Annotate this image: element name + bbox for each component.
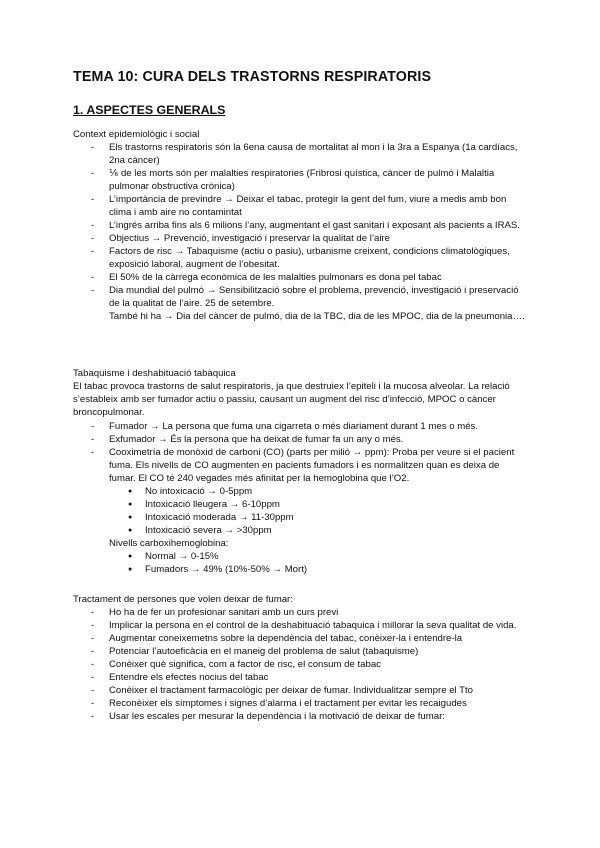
list-item: - Factors de risc → Tabaquisme (actiu o pasiu), urbanisme creixent, condicions climatològiques, exposició laboral, augment de l’obesitat. (73, 245, 528, 271)
list-item: - Entendre els efectes nocius del tabac (73, 671, 528, 684)
co-levels-container (73, 485, 528, 576)
tabaquisme-intro: El tabac provoca trastorns de salut respiratoris, ja que destruiex l’epiteli i la mucosa alveolar. La relació s’estableix amb ser fumador actiu o passiu, causant un augment del risc d’infecció, MPOC o càncer broncopulmonar. (73, 381, 510, 418)
list-item: - Potenciar l’autoeficàcia en el maneig del problema de salut (tabaquisme) (73, 645, 528, 658)
bullet-item: ● Fumadors → 49% (10%-50% → Mort) (109, 563, 528, 576)
list-item: - Exfumador → És la persona que ha deixat de fumar fa un any o més. (73, 433, 528, 446)
bullet-item: ● Intoxicació severa → >30ppm (109, 524, 528, 537)
list-item: - Els trastorns respiratoris són la 6ena causa de mortalitat al mon i la 3ra a Espanya (1a cardíacs, 2na càncer) (73, 141, 528, 167)
tractament-label: Tractament de persones que volen deixar de fumar: (73, 594, 293, 605)
list-item: - El 50% de la càrrega econòmica de les malalties pulmonars es dona pel tabac (73, 271, 528, 284)
context-list (73, 141, 528, 323)
list-item: - Augmentar coneixemetns sobre la dependència del tabac, conèixer-la i entendre-la (73, 632, 528, 645)
list-item: - ⅙ de les morts són per malalties respiratories (Fribrosi quística, càncer de pulmó i Malaltia pulmonar obstructiva crònica) (73, 167, 528, 193)
list-item: - Implicar la persona en el control de la deshabituació tabaquica i millorar la seva qualitat de vida. (73, 619, 528, 632)
list-item: - Usar les escales per mesurar la dependència i la motivació de deixar de fumar: (73, 710, 528, 723)
section-heading: 1. ASPECTES GENERALS (73, 103, 226, 117)
co-levels-list (73, 485, 528, 537)
list-item: - Reconèixer els símptomes i signes d’alarma i el tractament per evitar les recaigudes (73, 697, 528, 710)
bullet-item: ● Intoxicació lleugera → 6-10ppm (109, 498, 528, 511)
tabaquisme-label: Tabaquisme i deshabituació tabàquica (73, 368, 236, 379)
list-item: - Cooximetría de monòxid de carboni (CO) (parts per milió → ppm): Proba per veure si el pacient fuma. Els nivells de CO augmenten en pacients fumadors i es normalitzen quan es deixa de fumar. El CO té 240 vegades més afinitat per la hemoglobina que l’O2. (73, 446, 528, 485)
tabaquisme-list (73, 420, 528, 576)
bullet-item: ● No intoxicació → 0-5ppm (109, 485, 528, 498)
extra-text: També hi ha → Dia del càncer de pulmó, dia de la TBC, dia de les MPOC, dia de la pneumonia…. (109, 311, 525, 322)
list-item: - Ho ha de fer un profesionar sanitari amb un curs previ (73, 606, 528, 619)
list-item: - L’ingrés arriba fins als 6 milions l’any, augmentant el gast sanitari i exposant als pacients a IRAS. (73, 219, 528, 232)
document-title: TEMA 10: CURA DELS TRASTORNS RESPIRATORIS (73, 69, 432, 85)
carboxi-label: Nivells carboxihemoglobina: (109, 538, 229, 549)
bullet-item: ● Intoxicació moderada → 11-30ppm (109, 511, 528, 524)
context-label: Context epidemiològic i social (73, 129, 200, 140)
bullet-item: ● Normal → 0-15% (109, 550, 528, 563)
list-item: - Conèixer què significa, com a factor de risc, el consum de tabac (73, 658, 528, 671)
carboxi-list (73, 550, 528, 576)
tractament-list (73, 606, 528, 723)
list-item: - Fumador → La persona que fuma una cigarreta o més diariament durant 1 mes o més. (73, 420, 528, 433)
list-item-extra (73, 310, 528, 323)
list-item: - Dia mundial del pulmó → Sensibilització sobre el problema, prevenció, investigació i preservació de la qualitat de l’aire. 25 de setembre. (73, 284, 528, 310)
list-item: - Conèixer el tractament farmacològic per deixar de fumar. Individualitzar sempre el Tto (73, 684, 528, 697)
list-item: - Objectius → Prevenció, investigació i preservar la qualitat de l’aire (73, 232, 528, 245)
list-item: - L’importància de previndre → Deixar el tabac, protegir la gent del fum, viure a medis amb bon clima i amb aire no contamintat (73, 193, 528, 219)
